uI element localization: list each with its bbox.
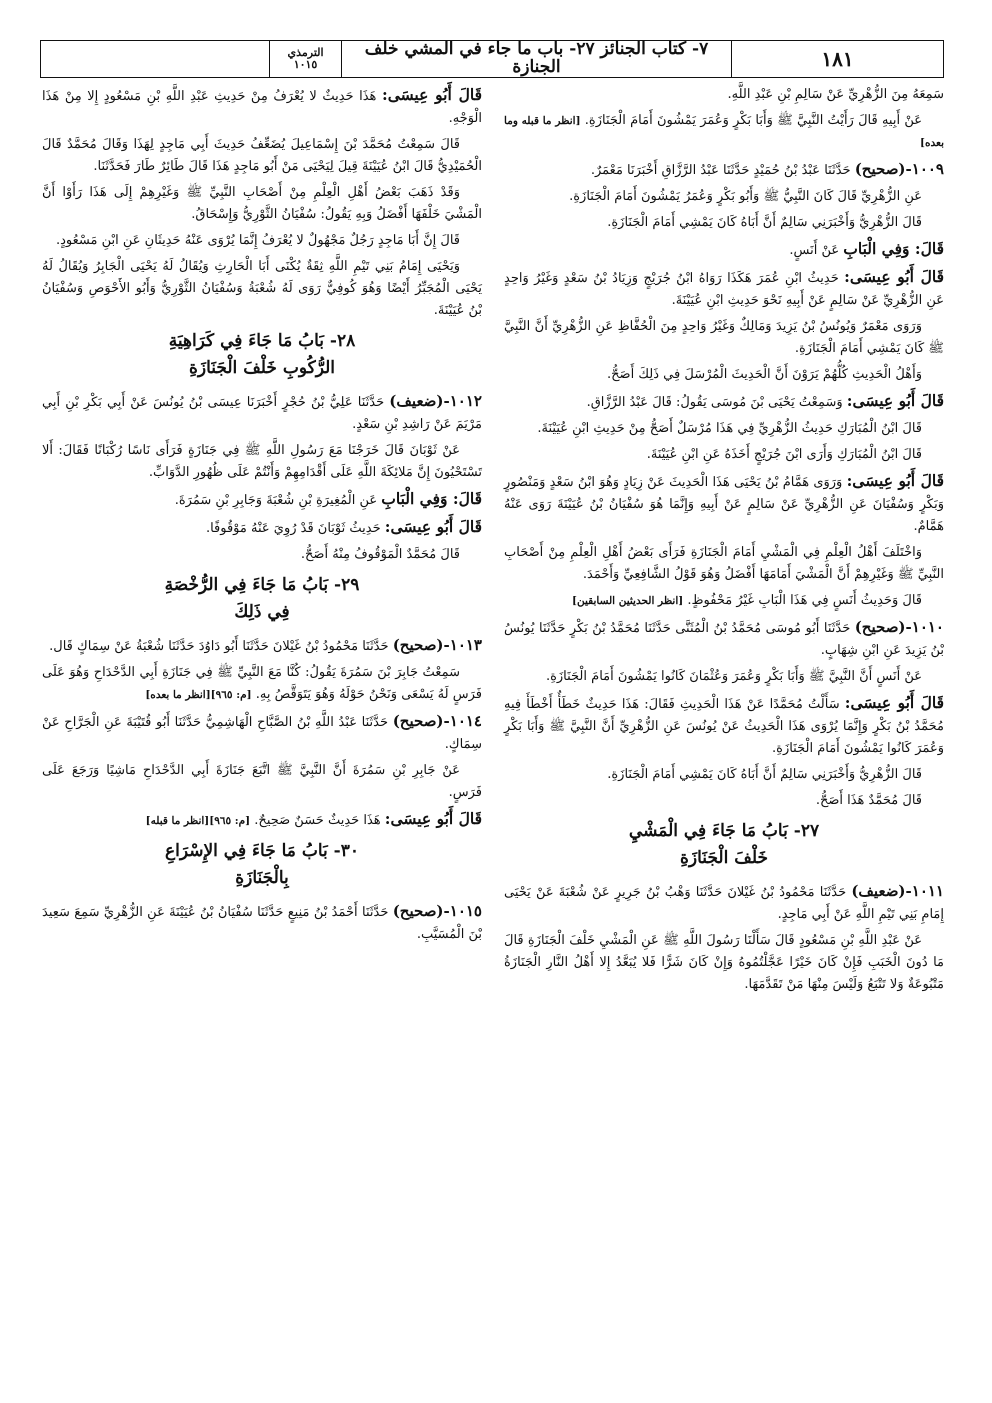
- hadith-number: ١٠١٠-(صحيح): [854, 618, 944, 636]
- paragraph-text: وَأَهْلُ الْحَدِيثِ كُلُّهُمْ يَرَوْنَ أَنَّ الْحَدِيثَ الْمُرْسَلَ فِي ذَلِكَ أَصَحُّ.: [607, 367, 922, 382]
- paragraph-text: عَنْ عَبْدِ اللَّهِ بْنِ مَسْعُودٍ قَالَ سَأَلْنَا رَسُولَ اللَّهِ ﷺ عَنِ الْمَشْيِ خَلْفَ الْجَنَازَةِ قَالَ مَا دُونَ الْخَبَبِ فَإِنْ كَانَ خَيْرًا عَجَّلْتُمُوهُ وَإِنْ كَانَ شَرًّا فَلا يُبَعَّدُ إِلا أَهْلُ النَّارِ الْجَنَازَةُ مَتْبُوعَةٌ وَلا تَتْبَعُ وَلَيْسَ مِنْهَا مَنْ تَقَدَّمَهَا.: [504, 933, 944, 992]
- paragraph-text: قَالَ ابْنُ الْمُبَارَكِ حَدِيثُ الزُّهْرِيِّ فِي هَذَا مُرْسَلٌ أَصَحُّ مِنْ حَدِيثِ ابْنِ عُيَيْنَةَ.: [537, 421, 922, 436]
- paragraph-text: عَنِ الزُّهْرِيِّ قَالَ كَانَ النَّبِيُّ ﷺ وَأَبُو بَكْرٍ وَعُمَرُ يَمْشُونَ أَمَامَ الْجَنَازَةِ.: [569, 189, 922, 204]
- hadith-number: ١٠٠٩-(صحيح): [854, 160, 944, 178]
- hadith-paragraph: [504, 590, 944, 612]
- hadith-paragraph: [42, 230, 482, 252]
- paragraph-text: حَدَّثَنَا مَحْمُودُ بْنُ غَيْلانَ حَدَّثَنَا أَبُو دَاوُدَ حَدَّثَنَا شُعْبَةُ عَنْ سِمَاكٍ قَال.: [49, 639, 389, 654]
- paragraph-text: وَيَحْيَى إِمَامُ بَنِي تَيْمِ اللَّهِ ثِقَةٌ يُكْنَى أَبَا الْحَارِثِ وَيُقَالُ لَهُ يَحْيَى الْجَابِرُ وَيُقَالُ لَهُ يَحْيَى الْمُجَبِّرُ أَيْضًا وَهُوَ كُوفِيٌّ رَوَى لَهُ شُعْبَةُ وَسُفْيَانُ الثَّوْرِيُّ وَأَبُو الأَحْوَصِ وَسُفْيَانُ بْنُ عُيَيْنَةَ.: [42, 259, 482, 318]
- hadith-paragraph: [504, 666, 944, 688]
- left-column: [42, 84, 482, 950]
- paragraph-text: حَدَّثَنَا مَحْمُودُ بْنُ غَيْلانَ حَدَّثَنَا وَهْبُ بْنُ جَرِيرٍ عَنْ شُعْبَةَ عَنْ يَحْيَى إِمَامِ بَنِي تَيْمِ اللَّهِ عَنْ أَبِي مَاجِدٍ.: [504, 885, 944, 922]
- hadith-paragraph: [504, 542, 944, 586]
- hadith-paragraph: [504, 364, 944, 386]
- hadith-paragraph: [42, 634, 482, 658]
- hadith-paragraph: [504, 880, 944, 926]
- hadith-paragraph: [504, 930, 944, 996]
- paragraph-text: وَقَدْ ذَهَبَ بَعْضُ أَهْلِ الْعِلْمِ مِنْ أَصْحَابِ النَّبِيِّ ﷺ وَغَيْرِهِمْ إِلَى هَذَا رَأَوْا أَنَّ الْمَشْيَ خَلْفَهَا أَفْضَلُ وَبِهِ يَقُولُ: سُفْيَانُ الثَّوْرِيُّ وَإِسْحَاقُ.: [42, 185, 482, 222]
- paragraph-text: سَأَلْتُ مُحَمَّدًا عَنْ هَذَا الْحَدِيثِ فَقَالَ: هَذَا حَدِيثٌ خَطَأٌ أَخْطَأَ فِيهِ مُحَمَّدُ بْنُ بَكْرٍ وَإِنَّمَا يُرْوَى هَذَا الْحَدِيثُ عَنْ يُونُسَ عَنِ الزُّهْرِيِّ أَنَّ النَّبِيَّ ﷺ وَأَبَا بَكْرٍ وَعُمَرَ كَانُوا يَمْشُونَ أَمَامَ الْجَنَازَةِ.: [504, 697, 944, 756]
- hadith-paragraph: [42, 134, 482, 178]
- section-heading-line: الرُّكُوبِ خَلْفَ الْجَنَازَةِ: [188, 358, 336, 378]
- hadith-paragraph: [504, 444, 944, 466]
- section-heading-line: ٢٩- بَابُ مَا جَاءَ فِي الرُّخْصَةِ: [164, 575, 360, 595]
- speaker-label: قَالَ أَبُو عِيسَى:: [844, 267, 944, 286]
- speaker-label: قَالَ أَبُو عِيسَى:: [846, 471, 944, 490]
- hadith-paragraph: [42, 516, 482, 540]
- paragraph-text: قَالَ مُحَمَّدٌ هَذَا أَصَحُّ.: [815, 793, 922, 808]
- paragraph-text: حَدَّثَنَا عَبْدُ بْنُ حُمَيْدٍ حَدَّثَنَا عَبْدُ الرَّزَّاقِ أَخْبَرَنَا مَعْمَرٌ.: [590, 163, 851, 178]
- paragraph-text: قَالَ الزُّهْرِيُّ وَأَخْبَرَنِي سَالِمٌ أَنَّ أَبَاهُ كَانَ يَمْشِي أَمَامَ الْجَنَازَةِ.: [607, 215, 922, 230]
- hadith-paragraph: [42, 900, 482, 946]
- hadith-paragraph: [42, 440, 482, 484]
- section-heading: [42, 572, 482, 626]
- speaker-label: قَالَ أَبُو عِيسَى:: [844, 693, 944, 712]
- paragraph-text: عَنْ أَبِيهِ قَالَ رَأَيْتُ النَّبِيَّ ﷺ وَأَبَا بَكْرٍ وَعُمَرَ يَمْشُونَ أَمَامَ الْجَنَازَةِ.: [584, 113, 922, 128]
- hadith-paragraph: [504, 186, 944, 208]
- section-heading: [42, 328, 482, 382]
- paragraph-text: قَالَ الزُّهْرِيُّ وَأَخْبَرَنِي سَالِمٌ أَنَّ أَبَاهُ كَانَ يَمْشِي أَمَامَ الْجَنَازَةِ.: [607, 767, 922, 782]
- reference-note: [م: ٩٦٥][انظر ما بعده]: [145, 689, 252, 701]
- hadith-paragraph: [504, 418, 944, 440]
- section-heading-line: ٢٧- بَابُ مَا جَاءَ فِي الْمَشْيِ: [628, 821, 820, 841]
- hadith-paragraph: [42, 544, 482, 566]
- paragraph-text: وَرَوَى هَمَّامُ بْنُ يَحْيَى هَذَا الْحَدِيثَ عَنْ زِيَادٍ وَهُوَ ابْنُ سَعْدٍ وَمَنْصُورٍ وَبَكْرٍ وَسُفْيَانَ عَنِ الزُّهْرِيِّ عَنْ سَالِمٍ عَنْ أَبِيهِ وَإِنَّمَا هُوَ سُفْيَانُ بْنُ عُيَيْنَةَ رَوَى عَنْهُ هَمَّامٌ.: [504, 475, 944, 534]
- hadith-paragraph: [504, 316, 944, 360]
- hadith-paragraph: [504, 110, 944, 154]
- section-heading-line: فِي ذَلِكَ: [234, 602, 290, 622]
- paragraph-text: قَالَ مُحَمَّدٌ الْمَوْقُوفُ مِنْهُ أَصَحُّ.: [300, 547, 460, 562]
- paragraph-text: حَدَّثَنَا أَحْمَدُ بْنُ مَنِيعٍ حَدَّثَنَا سُفْيَانُ بْنُ عُيَيْنَةَ عَنِ الزُّهْرِيِّ سَمِعَ سَعِيدَ بْنَ الْمُسَيَّبِ.: [42, 905, 482, 942]
- hadith-paragraph: [42, 662, 482, 706]
- paragraph-text: حَدَّثَنَا أَبُو مُوسَى مُحَمَّدُ بْنُ الْمُثَنَّى حَدَّثَنَا مُحَمَّدُ بْنُ بَكْرٍ حَدَّثَنَا يُونُسُ بْنُ يَزِيدَ عَنِ ابْنِ شِهَابٍ.: [504, 621, 944, 658]
- section-heading-line: ٣٠- بَابُ مَا جَاءَ فِي الإِسْرَاعِ: [164, 841, 359, 861]
- section-heading: [42, 838, 482, 892]
- hadith-paragraph: [504, 470, 944, 538]
- hadith-paragraph: [504, 266, 944, 312]
- paragraph-text: وَرَوَى مَعْمَرٌ وَيُونُسُ بْنُ يَزِيدَ وَمَالِكٌ وَغَيْرُ وَاحِدٍ مِنَ الْحُفَّاظِ عَنِ الزُّهْرِيِّ أَنَّ النَّبِيَّ ﷺ كَانَ يَمْشِي أَمَامَ الْجَنَازَةِ.: [504, 319, 944, 356]
- hadith-range: ١٠١٥: [293, 58, 318, 71]
- section-heading-line: بِالْجَنَازَةِ: [235, 868, 289, 888]
- hadith-paragraph: [504, 616, 944, 662]
- hadith-number: ١٠١٥-(صحيح): [392, 902, 482, 920]
- hadith-paragraph: [504, 764, 944, 786]
- paragraph-text: قَالَ وَحَدِيثُ أَنَسٍ فِي هَذَا الْبَابِ غَيْرُ مَحْفُوظٍ.: [687, 593, 922, 608]
- paragraph-text: سَمِعَهُ مِنَ الزُّهْرِيِّ عَنْ سَالِمِ بْنِ عَبْدِ اللَّهِ.: [727, 87, 944, 102]
- paragraph-text: قَالَ إِنَّ أَبَا مَاجِدٍ رَجُلٌ مَجْهُولٌ لا يُعْرَفُ إِنَّمَا يُرْوَى عَنْهُ حَدِيثَانِ عَنِ ابْنِ مَسْعُودٍ.: [56, 233, 460, 248]
- speaker-label: قَالَ أَبُو عِيسَى:: [384, 809, 482, 828]
- hadith-number: ١٠١٢-(ضعيف): [389, 392, 482, 410]
- reference-note: [انظر ما قبله وما بعده]: [504, 115, 944, 149]
- paragraph-text: عَنْ أَنَسٍ.: [789, 243, 840, 258]
- reference-note: [انظر الحديثين السابقين]: [572, 595, 684, 607]
- section-heading: [504, 818, 944, 872]
- paragraph-text: حَدِيثُ ابْنِ عُمَرَ هَكَذَا رَوَاهُ ابْنُ جُرَيْجٍ وَزِيَادُ بْنُ سَعْدٍ وَغَيْرُ وَاحِدٍ عَنِ الزُّهْرِيِّ عَنْ سَالِمٍ عَنْ أَبِيهِ نَحْوَ حَدِيثِ ابْنِ عُيَيْنَةَ.: [504, 271, 944, 308]
- speaker-label: قَالَ أَبُو عِيسَى:: [384, 517, 482, 536]
- hadith-paragraph: [504, 390, 944, 414]
- paragraph-text: عَنِ الْمُغِيرَةِ بْنِ شُعْبَةَ وَجَابِرِ بْنِ سَمُرَةَ.: [174, 493, 378, 508]
- right-column: [504, 84, 944, 1000]
- speaker-label: قَالَ: وَفِي الْبَابِ: [843, 239, 944, 258]
- page-number: ١٨١: [731, 41, 943, 77]
- running-title: ٧- كتاب الجنائز ٢٧- باب ما جاء في المشي خلف الجنازة: [341, 41, 731, 77]
- paragraph-text: قَالَ ابْنُ الْمُبَارَكِ وَأَرَى ابْنَ جُرَيْجٍ أَخَذَهُ عَنِ ابْنِ عُيَيْنَةَ.: [646, 447, 922, 462]
- speaker-label: قَالَ: وَفِي الْبَابِ: [381, 489, 482, 508]
- hadith-paragraph: [504, 84, 944, 106]
- paragraph-text: عَنْ أَنَسٍ أَنَّ النَّبِيَّ ﷺ وَأَبَا بَكْرٍ وَعُمَرَ وَعُثْمَانَ كَانُوا يَمْشُونَ أَمَامَ الْجَنَازَةِ.: [545, 669, 922, 684]
- paragraph-text: عَنْ ثَوْبَانَ قَالَ خَرَجْنَا مَعَ رَسُولِ اللَّهِ ﷺ فِي جَنَازَةٍ فَرَأَى نَاسًا رُكْبَانًا فَقَالَ: أَلا تَسْتَحْيُونَ إِنَّ مَلائِكَةَ اللَّهِ عَلَى أَقْدَامِهِمْ وَأَنْتُمْ عَلَى ظُهُورِ الدَّوَابِّ.: [42, 443, 482, 480]
- hadith-paragraph: [504, 692, 944, 760]
- hadith-paragraph: [504, 212, 944, 234]
- paragraph-text: هَذَا حَدِيثٌ لا يُعْرَفُ مِنْ حَدِيثِ عَبْدِ اللَّهِ بْنِ مَسْعُودٍ إِلا مِنْ هَذَا الْوَجْهِ.: [42, 89, 482, 126]
- hadith-paragraph: [504, 158, 944, 182]
- paragraph-text: سَمِعْتُ جَابِرَ بْنَ سَمُرَةَ يَقُولُ: كُنَّا مَعَ النَّبِيِّ ﷺ فِي جَنَازَةِ أَبِي الدَّحْدَاحِ وَهُوَ عَلَى فَرَسٍ لَهُ يَسْعَى وَنَحْنُ حَوْلَهُ وَهُوَ يَتَوَقَّصُ بِهِ.: [42, 665, 482, 702]
- paragraph-text: هَذَا حَدِيثٌ حَسَنٌ صَحِيحٌ.: [254, 813, 381, 828]
- page-header: [40, 40, 944, 78]
- hadith-paragraph: [504, 790, 944, 812]
- hadith-paragraph: [504, 238, 944, 262]
- paragraph-text: حَدِيثُ ثَوْبَانَ قَدْ رُوِيَ عَنْهُ مَوْقُوفًا.: [205, 521, 381, 536]
- hadith-paragraph: [42, 182, 482, 226]
- hadith-number: ١٠١٤-(صحيح): [392, 712, 482, 730]
- hadith-paragraph: [42, 390, 482, 436]
- hadith-paragraph: [42, 808, 482, 832]
- hadith-number: ١٠١١-(ضعيف): [851, 882, 944, 900]
- section-heading-line: خَلْفَ الْجَنَازَةِ: [680, 848, 768, 868]
- speaker-label: قَالَ أَبُو عِيسَى:: [846, 391, 944, 410]
- paragraph-text: عَنْ جَابِرِ بْنِ سَمُرَةَ أَنَّ النَّبِيَّ ﷺ اتَّبَعَ جَنَازَةَ أَبِي الدَّحْدَاحِ مَاشِيًا وَرَجَعَ عَلَى فَرَسٍ.: [42, 763, 482, 800]
- paragraph-text: حَدَّثَنَا عَلِيُّ بْنُ حُجْرٍ أَخْبَرَنَا عِيسَى بْنُ يُونُسَ عَنْ أَبِي بَكْرِ بْنِ أَبِي مَرْيَمَ عَنْ رَاشِدِ بْنِ سَعْدٍ.: [42, 395, 482, 432]
- hadith-paragraph: [42, 256, 482, 322]
- paragraph-text: وَسَمِعْتُ يَحْيَى بْنَ مُوسَى يَقُولُ: قَالَ عَبْدُ الرَّزَّاقِ.: [586, 395, 843, 410]
- paragraph-text: وَاخْتَلَفَ أَهْلُ الْعِلْمِ فِي الْمَشْيِ أَمَامَ الْجَنَازَةِ فَرَأَى بَعْضُ أَهْلِ الْعِلْمِ مِنْ أَصْحَابِ النَّبِيِّ ﷺ وَغَيْرِهِمْ أَنَّ الْمَشْيَ أَمَامَهَا أَفْضَلُ وَهُوَ قَوْلُ الشَّافِعِيِّ وَأَحْمَدَ.: [504, 545, 944, 582]
- section-heading-line: ٢٨- بَابُ مَا جَاءَ فِي كَرَاهِيَةِ: [168, 331, 356, 351]
- hadith-paragraph: [42, 84, 482, 130]
- book-name: الترمذي: [287, 46, 324, 60]
- hadith-paragraph: [42, 488, 482, 512]
- header-blank-cell: [39, 41, 269, 77]
- reference-note: [م: ٩٦٥][انظر ما قبله]: [145, 815, 251, 827]
- speaker-label: قَالَ أَبُو عِيسَى:: [381, 85, 482, 104]
- hadith-paragraph: [42, 760, 482, 804]
- paragraph-text: قَالَ سَمِعْتُ مُحَمَّدَ بْنَ إِسْمَاعِيلَ يُضَعِّفُ حَدِيثَ أَبِي مَاجِدٍ لِهَذَا وَقَالَ مُحَمَّدٌ قَالَ الْحُمَيْدِيُّ قَالَ ابْنُ عُيَيْنَةَ قِيلَ لِيَحْيَى مَنْ أَبُو مَاجِدٍ هَذَا قَالَ طَائِرٌ طَارَ فَحَدَّثَنَا.: [42, 137, 482, 174]
- hadith-number: ١٠١٣-(صحيح): [392, 636, 482, 654]
- volume-label: [269, 41, 341, 77]
- paragraph-text: حَدَّثَنَا عَبْدُ اللَّهِ بْنُ الصَّبَّاحِ الْهَاشِمِيُّ حَدَّثَنَا أَبُو قُتَيْبَةَ عَنِ الْجَرَّاحِ عَنْ سِمَاكٍ.: [42, 715, 482, 752]
- hadith-paragraph: [42, 710, 482, 756]
